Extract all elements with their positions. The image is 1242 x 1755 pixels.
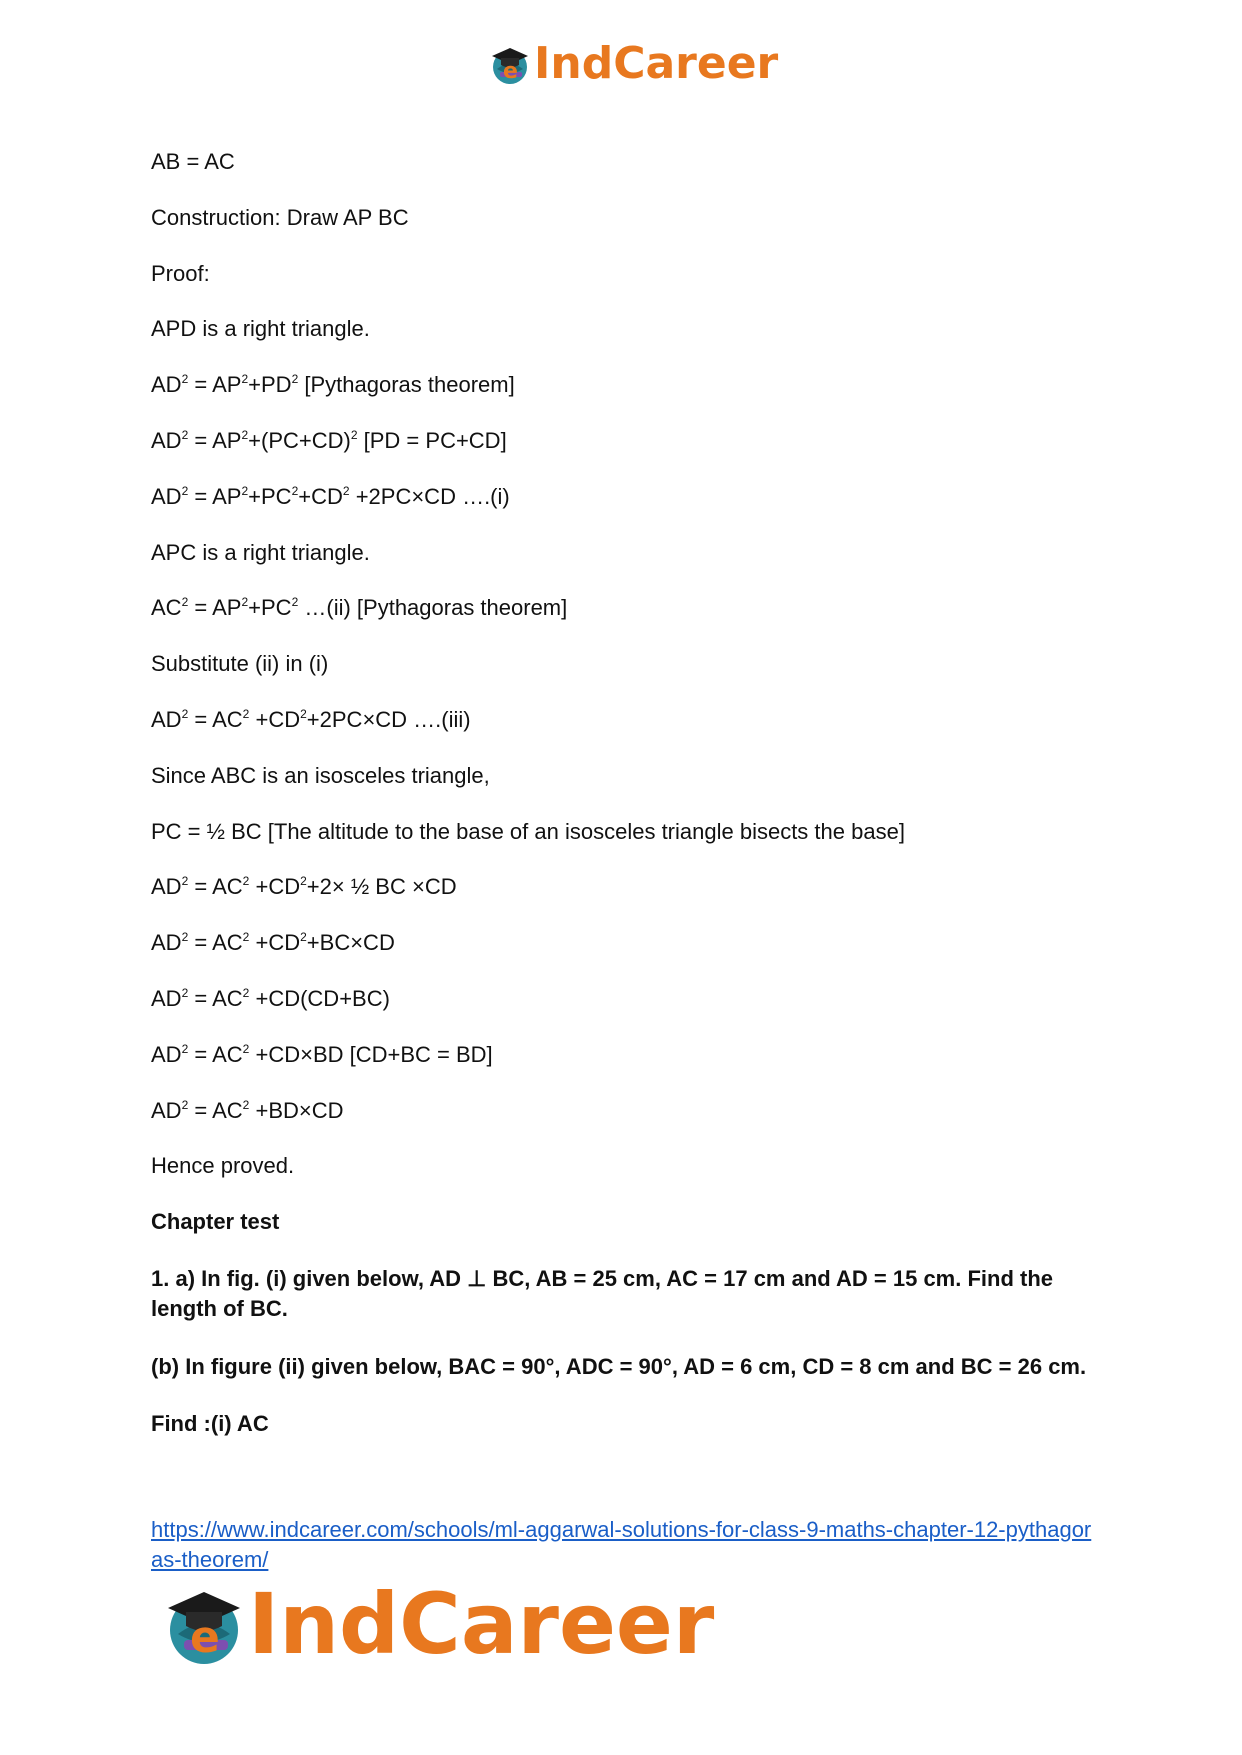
text-segment: APD is a right triangle. [151, 316, 370, 342]
text-segment: +PD [248, 372, 292, 398]
text-segment: +CD [298, 483, 343, 509]
text-segment: = AC [188, 1097, 243, 1123]
superscript: 2 [181, 1097, 189, 1112]
text-segment: = AP [188, 595, 242, 621]
text-line [151, 371, 1101, 399]
text-segment: Chapter test [151, 1209, 280, 1235]
text-line [151, 594, 1101, 622]
text-segment: Construction: Draw AP BC [151, 204, 409, 230]
text-segment: (b) In figure (ii) given below, BAC = 90°, ADC = 90°, AD = 6 cm, CD = 8 cm and BC = 26 cm. [151, 1353, 1087, 1379]
text-line [151, 1264, 1101, 1324]
svg-text:e: e [503, 59, 518, 84]
text-line [151, 929, 1101, 957]
text-line [151, 1410, 1101, 1438]
superscript: 2 [241, 427, 249, 442]
superscript: 2 [242, 874, 250, 889]
superscript: 2 [291, 372, 299, 387]
footer-logo-text: IndCareer [248, 1575, 715, 1673]
text-segment: PC = ½ BC [The altitude to the base of an isosceles triangle bisects the base] [151, 818, 905, 844]
text-segment: +CD [249, 706, 301, 732]
text-segment: AD [151, 985, 182, 1011]
text-segment: = AP [188, 427, 242, 453]
superscript: 2 [242, 1097, 250, 1112]
text-line [151, 873, 1101, 901]
text-line [151, 204, 1101, 232]
superscript: 2 [242, 985, 250, 1000]
superscript: 2 [291, 483, 299, 498]
text-segment: AD [151, 706, 182, 732]
text-segment: +CD [249, 874, 301, 900]
superscript: 2 [181, 874, 189, 889]
text-line [151, 1097, 1101, 1125]
superscript: 2 [181, 1041, 189, 1056]
superscript: 2 [181, 427, 189, 442]
text-segment: +2PC×CD ….(i) [349, 483, 510, 509]
text-segment: = AC [188, 874, 243, 900]
superscript: 2 [300, 706, 307, 721]
document-body [151, 148, 1101, 1465]
text-line [151, 427, 1101, 455]
superscript: 2 [300, 930, 307, 945]
text-segment: +BD×CD [249, 1097, 344, 1123]
graduation-cap-globe-icon [488, 42, 532, 86]
text-line [151, 706, 1101, 734]
text-line [151, 315, 1101, 343]
text-segment: +2× ½ BC ×CD [306, 874, 457, 900]
text-segment: AD [151, 930, 182, 956]
superscript: 2 [181, 985, 189, 1000]
text-segment: +BC×CD [306, 930, 395, 956]
logo-text: IndCareer [534, 38, 779, 89]
text-segment: +2PC×CD ….(iii) [306, 706, 471, 732]
text-segment: AD [151, 1097, 182, 1123]
superscript: 2 [181, 595, 189, 610]
text-line [151, 1352, 1101, 1382]
text-segment: +CD(CD+BC) [249, 985, 390, 1011]
text-line [151, 818, 1101, 846]
footer-logo [160, 1575, 715, 1673]
text-segment: AD [151, 483, 182, 509]
superscript: 2 [241, 372, 249, 387]
graduation-cap-globe-icon [160, 1580, 248, 1668]
text-segment: = AC [188, 985, 243, 1011]
text-segment: …(ii) [Pythagoras theorem] [298, 595, 568, 621]
superscript: 2 [181, 372, 189, 387]
superscript: 2 [241, 483, 249, 498]
text-segment: +CD×BD [CD+BC = BD] [249, 1041, 493, 1067]
text-segment: [Pythagoras theorem] [298, 372, 515, 398]
text-segment: Since ABC is an isosceles triangle, [151, 762, 490, 788]
text-segment: +PC [248, 595, 292, 621]
superscript: 2 [291, 595, 299, 610]
text-segment: = AC [188, 706, 243, 732]
superscript: 2 [181, 483, 189, 498]
source-link[interactable]: https://www.indcareer.com/schools/ml-aggarwal-solutions-for-class-9-maths-chapter-12-pythagoras-theorem/ [151, 1517, 1092, 1572]
text-segment: AD [151, 372, 182, 398]
text-segment: Find :(i) AC [151, 1410, 269, 1436]
svg-text:e: e [190, 1612, 220, 1663]
superscript: 2 [242, 1041, 250, 1056]
text-segment: = AC [188, 1041, 243, 1067]
superscript: 2 [181, 930, 189, 945]
text-line [151, 1152, 1101, 1180]
superscript: 2 [300, 874, 307, 889]
text-segment: AB = AC [151, 149, 235, 174]
text-segment: AD [151, 1041, 182, 1067]
superscript: 2 [342, 483, 350, 498]
text-line [151, 650, 1101, 678]
text-line [151, 483, 1101, 511]
header-logo [488, 38, 779, 89]
text-segment: = AC [188, 930, 243, 956]
text-line [151, 1208, 1101, 1236]
text-segment: = AP [188, 372, 242, 398]
text-segment: = AP [188, 483, 242, 509]
text-segment: Hence proved. [151, 1153, 295, 1179]
text-segment: +(PC+CD) [248, 427, 351, 453]
text-segment: [PD = PC+CD] [357, 427, 507, 453]
text-segment: AC [151, 595, 182, 621]
text-segment: AD [151, 427, 182, 453]
text-line [151, 260, 1101, 288]
text-line [151, 1041, 1101, 1069]
text-segment: Substitute (ii) in (i) [151, 651, 329, 677]
text-line [151, 148, 1101, 176]
text-segment: +CD [249, 930, 301, 956]
text-line [151, 762, 1101, 790]
text-segment: 1. a) In fig. (i) given below, AD ⊥ BC, AB = 25 cm, AC = 17 cm and AD = 15 cm. Find the length of BC. [151, 1265, 1053, 1321]
text-segment: APC is a right triangle. [151, 539, 370, 565]
superscript: 2 [241, 595, 249, 610]
text-segment: +PC [248, 483, 292, 509]
text-line [151, 539, 1101, 567]
text-segment: Proof: [151, 260, 210, 286]
text-line [151, 985, 1101, 1013]
text-segment: AD [151, 874, 182, 900]
superscript: 2 [181, 706, 189, 721]
superscript: 2 [350, 427, 358, 442]
superscript: 2 [242, 706, 250, 721]
superscript: 2 [242, 930, 250, 945]
